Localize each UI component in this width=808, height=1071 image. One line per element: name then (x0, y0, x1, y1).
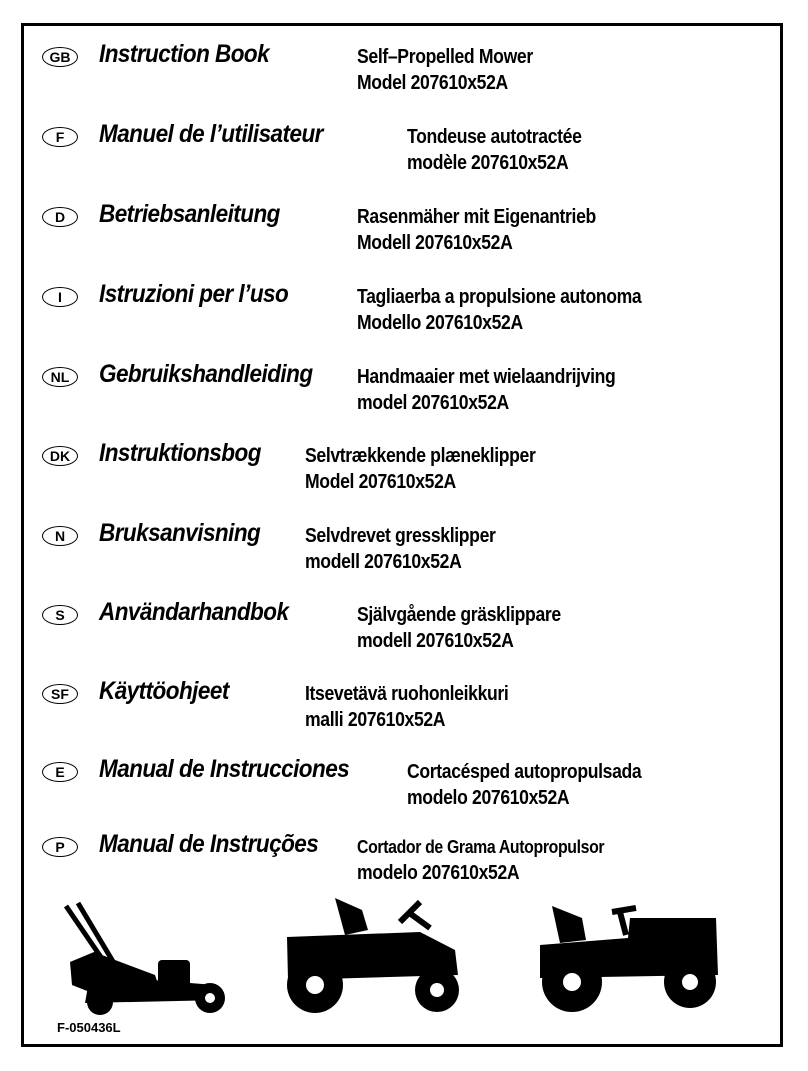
language-title: Bruksanvisning (99, 519, 261, 547)
product-name: Cortacésped autopropulsada (407, 761, 642, 783)
language-badge: P (42, 837, 78, 857)
garden-tractor-icon (540, 906, 718, 1012)
language-badge: NL (42, 367, 78, 387)
model-number: modelo 207610x52A (407, 787, 570, 809)
product-name: Cortador de Grama Autopropulsor (357, 837, 605, 857)
document-code: F-050436L (57, 1020, 121, 1035)
language-badge: F (42, 127, 78, 147)
product-name: Rasenmäher mit Eigenantrieb (357, 206, 596, 228)
product-name: Tondeuse autotractée (407, 126, 582, 148)
model-number: Modello 207610x52A (357, 312, 523, 334)
product-name: Itsevetävä ruohonleikkuri (305, 683, 509, 705)
product-name: Handmaaier met wielaandrijving (357, 366, 616, 388)
model-number: Model 207610x52A (357, 72, 508, 94)
product-name: Self–Propelled Mower (357, 46, 533, 68)
language-title: Käyttöohjeet (99, 677, 229, 705)
language-title: Manual de Instruções (99, 830, 319, 858)
product-name: Selvtrækkende plæneklipper (305, 445, 536, 467)
language-badge: D (42, 207, 78, 227)
model-number: modell 207610x52A (305, 551, 462, 573)
language-title: Betriebsanleitung (99, 200, 280, 228)
model-number: Modell 207610x52A (357, 232, 513, 254)
language-title: Gebruikshandleiding (99, 360, 313, 388)
language-title: Användarhandbok (99, 598, 289, 626)
model-number: modell 207610x52A (357, 630, 514, 652)
model-number: malli 207610x52A (305, 709, 446, 731)
product-name: Självgående gräsklippare (357, 604, 561, 626)
language-title: Manual de Instrucciones (99, 755, 350, 783)
language-title: Istruzioni per l’uso (99, 280, 289, 308)
language-badge: GB (42, 47, 78, 67)
walk-behind-mower-icon (66, 903, 225, 1015)
language-title: Instruktionsbog (99, 439, 261, 467)
lawn-tractor-icon (287, 898, 459, 1013)
language-title: Instruction Book (99, 40, 270, 68)
language-badge: S (42, 605, 78, 625)
language-badge: SF (42, 684, 78, 704)
language-badge: DK (42, 446, 78, 466)
language-badge: E (42, 762, 78, 782)
model-number: model 207610x52A (357, 392, 509, 414)
model-number: Model 207610x52A (305, 471, 456, 493)
language-badge: I (42, 287, 78, 307)
model-number: modèle 207610x52A (407, 152, 569, 174)
product-name: Selvdrevet gressklipper (305, 525, 496, 547)
model-number: modelo 207610x52A (357, 862, 520, 884)
language-title: Manuel de l’utilisateur (99, 120, 323, 148)
product-name: Tagliaerba a propulsione autonoma (357, 286, 642, 308)
language-badge: N (42, 526, 78, 546)
